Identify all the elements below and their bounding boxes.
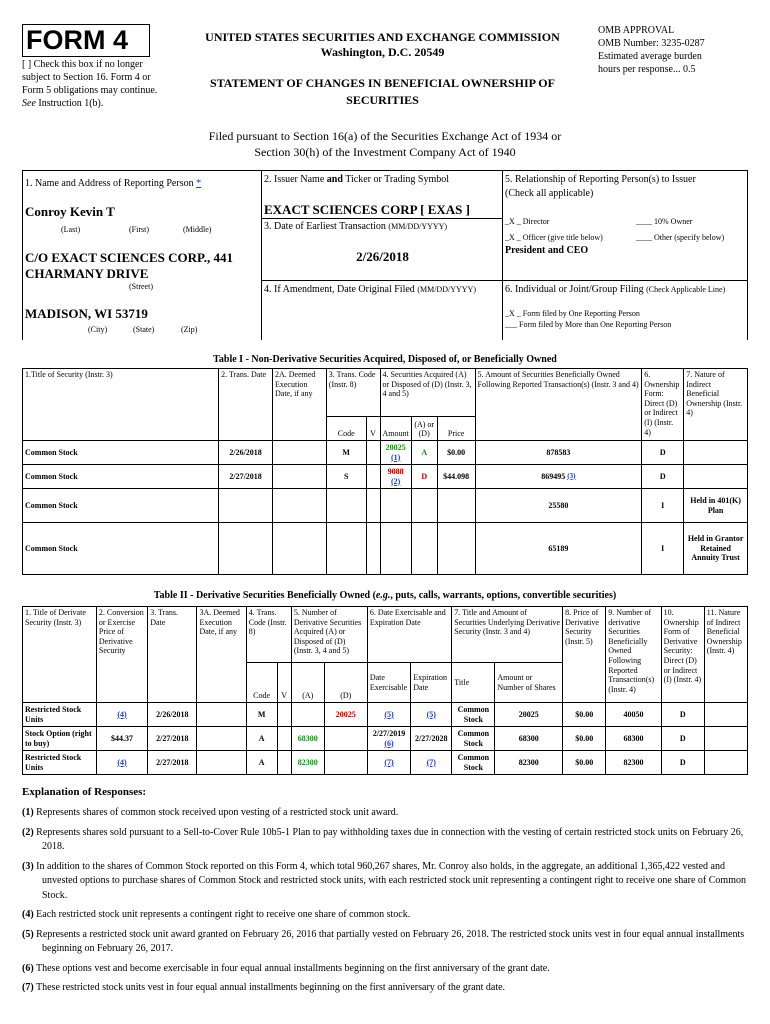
officer-title: President and CEO xyxy=(505,245,589,256)
t2-sub-d: (D) xyxy=(324,663,367,703)
t1-row3-ad xyxy=(411,489,437,523)
t1-row1-footnote[interactable]: (1) xyxy=(390,452,401,462)
t2-sub-code: Code xyxy=(246,663,277,703)
t2-row1-price-cell xyxy=(96,703,147,727)
explanation-item xyxy=(22,908,748,923)
t1-row4-amount xyxy=(380,523,411,575)
explanation-text-4: Each restricted stock unit represents a contingent right to receive one share of common stock. xyxy=(36,909,411,920)
explanation-text-5: Represents a restricted stock unit award granted on February 26, 2016 that partially vested on February 26, 2018. The restricted stock units vest in four equal annual installments beginning on February 26, 2017. xyxy=(36,928,745,954)
t1-row2-title: Common Stock xyxy=(23,465,219,489)
name-middle-label: (Middle) xyxy=(183,225,212,234)
t2-row2-title: Stock Option (right to buy) xyxy=(23,727,97,751)
t2-row2-code: A xyxy=(246,727,277,751)
t2-col-nature: 11. Nature of Indirect Beneficial Ownership (Instr. 4) xyxy=(704,607,747,703)
t2-row3-exp-footnote[interactable]: (7) xyxy=(426,757,436,767)
t2-col-underlying: 7. Title and Amount of Securities Underlying Derivative Security (Instr. 3 and 4) xyxy=(452,607,563,663)
t2-row3-deriv-price: $0.00 xyxy=(563,751,606,775)
explanation-item xyxy=(22,806,748,821)
t2-col-date: 3. Trans. Date xyxy=(148,607,197,703)
omb-burden: Estimated average burden xyxy=(598,51,702,62)
earliest-transaction-date: 2/26/2018 xyxy=(356,249,409,264)
issuer-label xyxy=(264,174,449,187)
explanation-text-1: Represents shares of common stock received upon vesting of a restricted stock unit award. xyxy=(36,807,399,818)
table-row xyxy=(23,441,748,465)
issuer-label-and: and xyxy=(326,174,343,185)
t2-col-number: 5. Number of Derivative Securities Acquired (A) or Disposed of (D) (Instr. 3, 4 and 5) xyxy=(291,607,367,663)
relationship-sublabel: (Check all applicable) xyxy=(505,188,594,199)
t1-row4-code xyxy=(326,523,366,575)
zip-label: (Zip) xyxy=(181,325,198,334)
t2-row2-exercisable-cell xyxy=(367,727,410,751)
explanation-text-2: Represents shares sold pursuant to a Sell-to-Cover Rule 10b5-1 Plan to pay withholding taxes due in connection with the vesting of certain restricted stock units on February 26, 2018. xyxy=(36,826,744,852)
filed-pursuant xyxy=(150,128,620,160)
table2-title-post: , puts, calls, warrants, options, convertible securities) xyxy=(390,590,617,601)
table2-title-eg: e.g. xyxy=(375,590,391,601)
t1-row4-title: Common Stock xyxy=(23,523,219,575)
t2-row1-owned: 40050 xyxy=(606,703,661,727)
t2-row1-nature xyxy=(704,703,747,727)
t1-row3-form: I xyxy=(642,489,684,523)
t2-row1-d: 20025 xyxy=(324,703,367,727)
explanation-num-7: (7) xyxy=(22,982,34,993)
table1-title: Table I - Non-Derivative Securities Acquired, Disposed of, or Beneficially Owned xyxy=(213,354,557,365)
t1-row4-nature: Held in Grantor Retained Annuity Trust xyxy=(684,523,748,575)
t2-sub-expiration: Expiration Date xyxy=(411,663,452,703)
t2-sub-v: V xyxy=(277,663,291,703)
t1-row4-form: I xyxy=(642,523,684,575)
agency-name: UNITED STATES SECURITIES AND EXCHANGE COMMISSION xyxy=(205,30,560,44)
t2-row3-under-title: Common Stock xyxy=(452,751,495,775)
t1-row2-date: 2/27/2018 xyxy=(219,465,273,489)
t1-row4-v xyxy=(366,523,380,575)
t1-row4-date xyxy=(219,523,273,575)
explanation-item xyxy=(22,962,748,977)
t1-row1-code: M xyxy=(326,441,366,465)
t1-rows xyxy=(23,441,748,575)
t1-row4-owned: 65189 xyxy=(475,523,642,575)
t1-row1-deemed xyxy=(272,441,326,465)
t1-row1-date: 2/26/2018 xyxy=(219,441,273,465)
state-label: (State) xyxy=(133,325,155,334)
reporting-person-footnote-link[interactable]: * xyxy=(196,178,202,189)
t2-row2-under-title: Common Stock xyxy=(452,727,495,751)
t1-row1-ad: A xyxy=(411,441,437,465)
t1-row3-title: Common Stock xyxy=(23,489,219,523)
t2-row3-d xyxy=(324,751,367,775)
t2-col-conversion: 2. Conversion or Exercise Price of Derivative Security xyxy=(96,607,147,703)
t2-col-exercisable: 6. Date Exercisable and Expiration Date xyxy=(367,607,451,663)
t2-row1-expiration-cell xyxy=(411,703,452,727)
table-row xyxy=(23,751,748,775)
t2-row2-deemed xyxy=(197,727,246,751)
t2-row1-form: D xyxy=(661,703,704,727)
table-row xyxy=(23,727,748,751)
t2-row1-exp-footnote[interactable]: (5) xyxy=(426,709,436,719)
t1-row2-ad: D xyxy=(411,465,437,489)
reporting-person-box xyxy=(22,170,262,340)
t1-row2-price: $44.098 xyxy=(437,465,475,489)
t1-col-title: 1.Title of Security (Instr. 3) xyxy=(23,369,219,441)
t1-row2-amount-cell xyxy=(380,465,411,489)
t2-rows xyxy=(23,703,748,775)
t2-row3-date: 2/27/2018 xyxy=(148,751,197,775)
t2-row1-ex-footnote[interactable]: (5) xyxy=(384,709,394,719)
t1-sub-amount: Amount xyxy=(380,417,411,441)
t2-row3-v xyxy=(277,751,291,775)
table2-grid xyxy=(22,606,748,775)
one-reporting-person-option[interactable]: _X _ Form filed by One Reporting Person xyxy=(505,309,640,318)
form-title: FORM 4 xyxy=(26,25,129,55)
street-label: (Street) xyxy=(129,282,153,291)
t2-row3-form: D xyxy=(661,751,704,775)
amendment-box xyxy=(262,280,503,340)
t2-col-deemed: 3A. Deemed Execution Date, if any xyxy=(197,607,246,703)
t2-row1-deemed xyxy=(197,703,246,727)
name-first-label: (First) xyxy=(129,225,149,234)
table2-title xyxy=(22,590,748,601)
reporting-person-city-state-zip: MADISON, WI 53719 xyxy=(25,306,148,321)
t1-col-code: 3. Trans. Code (Instr. 8) xyxy=(326,369,380,417)
ten-percent-owner-checkbox[interactable]: ____ 10% Owner xyxy=(636,217,693,226)
statement-title: STATEMENT OF CHANGES IN BENEFICIAL OWNERSHIP OF SECURITIES xyxy=(210,76,555,108)
t1-row1-price: $0.00 xyxy=(437,441,475,465)
t2-row1-deriv-price: $0.00 xyxy=(563,703,606,727)
t2-row1-code: M xyxy=(246,703,277,727)
filed-pursuant-line1: Filed pursuant to Section 16(a) of the Securities Exchange Act of 1934 or xyxy=(208,129,562,143)
t1-sub-v: V xyxy=(366,417,380,441)
t1-row2-owned: 869495 xyxy=(541,471,566,481)
t1-row2-v xyxy=(366,465,380,489)
t1-col-form: 6. Ownership Form: Direct (D) or Indirect (I) (Instr. 4) xyxy=(642,369,684,441)
reporting-person-label-text: 1. Name and Address of Reporting Person xyxy=(25,178,194,189)
t1-row2-nature xyxy=(684,465,748,489)
t1-col-nature: 7. Nature of Indirect Beneficial Ownership (Instr. 4) xyxy=(684,369,748,441)
more-reporting-persons-option[interactable]: ___ Form filed by More than One Reporting Person xyxy=(505,320,672,329)
filed-pursuant-line2: Section 30(h) of the Investment Company Act of 1940 xyxy=(254,145,516,160)
table2 xyxy=(22,606,748,775)
officer-checkbox[interactable]: _X _ Officer (give title below) xyxy=(505,233,603,242)
group-filing-label xyxy=(505,284,725,295)
t2-row2-exercisable: 2/27/2019 xyxy=(372,728,406,738)
t1-row2-owned-footnote[interactable]: (3) xyxy=(567,471,576,480)
t2-row3-exercisable-cell xyxy=(367,751,410,775)
checkbox-note-instruction: Instruction 1(b). xyxy=(38,98,104,109)
t1-sub-ad: (A) or (D) xyxy=(411,417,437,441)
t2-sub-title: Title xyxy=(452,663,495,703)
t2-row3-expiration-cell xyxy=(411,751,452,775)
issuer-name: EXACT SCIENCES CORP [ EXAS ] xyxy=(264,202,470,217)
t2-col-code: 4. Trans. Code (Instr. 8) xyxy=(246,607,291,663)
t2-row2-date: 2/27/2018 xyxy=(148,727,197,751)
t2-sub-a: (A) xyxy=(291,663,324,703)
t1-row2-owned-cell xyxy=(475,465,642,489)
t2-row3-code: A xyxy=(246,751,277,775)
explanation-text-6: These options vest and become exercisable in four equal annual installments beginning on the first anniversary of the grant date. xyxy=(36,962,550,974)
t1-col-owned: 5. Amount of Securities Beneficially Owned Following Reported Transaction(s) (Instr. 3 and 4) xyxy=(475,369,642,441)
earliest-transaction-label xyxy=(264,221,447,232)
city-label: (City) xyxy=(88,325,108,334)
explanation-list xyxy=(22,806,748,996)
t2-col-owned: 9. Number of derivative Securities Beneficially Owned Following Reported Transaction(s) (Instr. 4) xyxy=(606,607,661,703)
t1-row3-owned: 25580 xyxy=(475,489,642,523)
form-title-box xyxy=(22,24,150,57)
t2-row1-under-title: Common Stock xyxy=(452,703,495,727)
t2-row2-deriv-price: $0.00 xyxy=(563,727,606,751)
explanation-num-5: (5) xyxy=(22,928,34,940)
explanation-item xyxy=(22,826,748,855)
t1-row2-footnote[interactable]: (2) xyxy=(390,476,401,486)
t2-row1-date: 2/26/2018 xyxy=(148,703,197,727)
explanation-item xyxy=(22,928,748,957)
amendment-label xyxy=(264,284,476,295)
omb-box xyxy=(598,24,748,76)
t1-row1-form: D xyxy=(642,441,684,465)
t2-row1-a xyxy=(291,703,324,727)
checkbox-note-text: [ ] Check this box if no longer subject to Section 16. Form 4 or Form 5 obligations may continue. xyxy=(22,59,158,96)
t2-row1-under-amount: 20025 xyxy=(495,703,563,727)
group-filing-label-text: 6. Individual or Joint/Group Filing xyxy=(505,284,644,295)
t2-row2-owned: 68300 xyxy=(606,727,661,751)
group-filing-check: (Check Applicable Line) xyxy=(646,285,726,294)
t2-col-title: 1. Title of Derivate Security (Instr. 3) xyxy=(23,607,97,703)
t1-row1-owned-cell xyxy=(475,441,642,465)
t2-row1-exercisable-cell xyxy=(367,703,410,727)
t1-row1-v xyxy=(366,441,380,465)
name-last-label: (Last) xyxy=(61,225,81,234)
relationship-box xyxy=(503,170,748,280)
t2-row3-price-footnote[interactable]: (4) xyxy=(117,757,127,767)
earliest-transaction-box xyxy=(262,218,503,280)
t2-row3-owned: 82300 xyxy=(606,751,661,775)
explanation-num-1: (1) xyxy=(22,807,34,818)
checkbox-note-see: See xyxy=(22,98,36,109)
t1-row1-amount: 20025 xyxy=(385,442,406,452)
t2-row3-a: 82300 xyxy=(291,751,324,775)
t1-row4-deemed xyxy=(272,523,326,575)
t2-row2-d xyxy=(324,727,367,751)
t2-row3-nature xyxy=(704,751,747,775)
t2-row1-title: Restricted Stock Units xyxy=(23,703,97,727)
t1-row3-v xyxy=(366,489,380,523)
t2-row2-nature xyxy=(704,727,747,751)
t1-row3-amount xyxy=(380,489,411,523)
t2-row1-price-footnote[interactable]: (4) xyxy=(117,709,127,719)
issuer-box xyxy=(262,170,503,218)
explanation-num-6: (6) xyxy=(22,962,34,974)
t1-row3-nature: Held in 401(K) Plan xyxy=(684,489,748,523)
director-checkbox[interactable]: _X _ Director xyxy=(505,217,550,226)
explanation-text-7: These restricted stock units vest in four equal annual installments beginning on the first anniversary of the grant date. xyxy=(36,982,506,993)
t2-row3-under-amount: 82300 xyxy=(495,751,563,775)
amendment-label-text: 4. If Amendment, Date Original Filed xyxy=(264,284,415,295)
t1-sub-price: Price xyxy=(437,417,475,441)
t1-col-date: 2. Trans. Date xyxy=(219,369,273,441)
t1-row2-code: S xyxy=(326,465,366,489)
explanation-num-4: (4) xyxy=(22,909,34,920)
issuer-label-part1: 2. Issuer Name xyxy=(264,174,325,185)
section16-checkbox-note[interactable] xyxy=(22,58,167,110)
relationship-label: 5. Relationship of Reporting Person(s) to Issuer xyxy=(505,174,696,185)
t2-col-price: 8. Price of Derivative Security (Instr. 5) xyxy=(563,607,606,703)
table-row xyxy=(23,703,748,727)
t2-row1-v xyxy=(277,703,291,727)
t1-col-deemed: 2A. Deemed Execution Date, if any xyxy=(272,369,326,441)
t2-row2-v xyxy=(277,727,291,751)
earliest-transaction-format: (MM/DD/YYYY) xyxy=(388,222,448,231)
explanation-text-3: In addition to the shares of Common Stock reported on this Form 4, which total 960,267 shares, Mr. Conroy also holds, in the aggregate, an additional 1,365,422 vested and unvested options to purchase shares of Common Stock and restricted stock units, with each restricted stock unit representing a contingent right to receive one share of Common Stock. xyxy=(36,860,746,901)
t1-row3-date xyxy=(219,489,273,523)
reporting-person-name: Conroy Kevin T xyxy=(25,204,115,219)
other-checkbox[interactable]: ____ Other (specify below) xyxy=(636,233,725,242)
t1-row2-deemed xyxy=(272,465,326,489)
group-filing-box xyxy=(503,280,748,340)
t2-row3-ex-footnote[interactable]: (7) xyxy=(384,757,394,767)
t1-row4-ad xyxy=(411,523,437,575)
issuer-label-part2: Ticker or Trading Symbol xyxy=(345,174,450,185)
table2-title-pre: Table II - Derivative Securities Beneficially Owned ( xyxy=(153,590,376,601)
t2-col-form: 10. Ownership Form of Derivative Security: Direct (D) or Indirect (I) (Instr. 4) xyxy=(661,607,704,703)
t2-row3-deemed xyxy=(197,751,246,775)
t2-row2-a: 68300 xyxy=(291,727,324,751)
explanation-title: Explanation of Responses: xyxy=(22,786,147,798)
t2-row2-form: D xyxy=(661,727,704,751)
t1-row1-owned: 878583 xyxy=(546,447,571,457)
t1-row2-form: D xyxy=(642,465,684,489)
explanation-num-2: (2) xyxy=(22,826,34,838)
table-row xyxy=(23,465,748,489)
t1-row3-price xyxy=(437,489,475,523)
t2-sub-amount: Amount or Number of Shares xyxy=(495,663,563,703)
explanation-item xyxy=(22,981,748,996)
reporting-person-street: C/O EXACT SCIENCES CORP., 441 CHARMANY DRIVE xyxy=(25,250,234,281)
omb-number: OMB Number: 3235-0287 xyxy=(598,38,705,49)
t1-row1-amount-cell xyxy=(380,441,411,465)
table-row xyxy=(23,523,748,575)
t1-sub-code: Code xyxy=(326,417,366,441)
t1-row1-nature xyxy=(684,441,748,465)
omb-title: OMB APPROVAL xyxy=(598,25,675,36)
earliest-transaction-label-text: 3. Date of Earliest Transaction xyxy=(264,221,386,232)
t1-row1-title: Common Stock xyxy=(23,441,219,465)
t1-row4-price xyxy=(437,523,475,575)
t1-row3-deemed xyxy=(272,489,326,523)
t1-row2-amount: 9088 xyxy=(387,466,404,476)
t2-row3-title: Restricted Stock Units xyxy=(23,751,97,775)
omb-hours: hours per response... 0.5 xyxy=(598,64,696,75)
explanation-section xyxy=(22,786,748,1001)
agency-location: Washington, D.C. 20549 xyxy=(320,45,445,59)
t1-row3-code xyxy=(326,489,366,523)
table-row xyxy=(23,489,748,523)
reporting-person-label xyxy=(25,178,201,191)
amendment-format: (MM/DD/YYYY) xyxy=(417,285,476,294)
t2-row2-under-amount: 68300 xyxy=(495,727,563,751)
table1-grid xyxy=(22,368,748,575)
explanation-num-3: (3) xyxy=(22,860,34,872)
t2-row2-expiration: 2/27/2028 xyxy=(411,727,452,751)
t2-sub-exercisable: Date Exercisable xyxy=(367,663,410,703)
t1-col-securities: 4. Securities Acquired (A) or Disposed of (D) (Instr. 3, 4 and 5) xyxy=(380,369,475,417)
t2-row2-ex-footnote[interactable]: (6) xyxy=(384,738,394,748)
table1 xyxy=(22,368,748,575)
explanation-item xyxy=(22,860,748,904)
t2-row2-price: $44.37 xyxy=(96,727,147,751)
t2-row3-price-cell xyxy=(96,751,147,775)
